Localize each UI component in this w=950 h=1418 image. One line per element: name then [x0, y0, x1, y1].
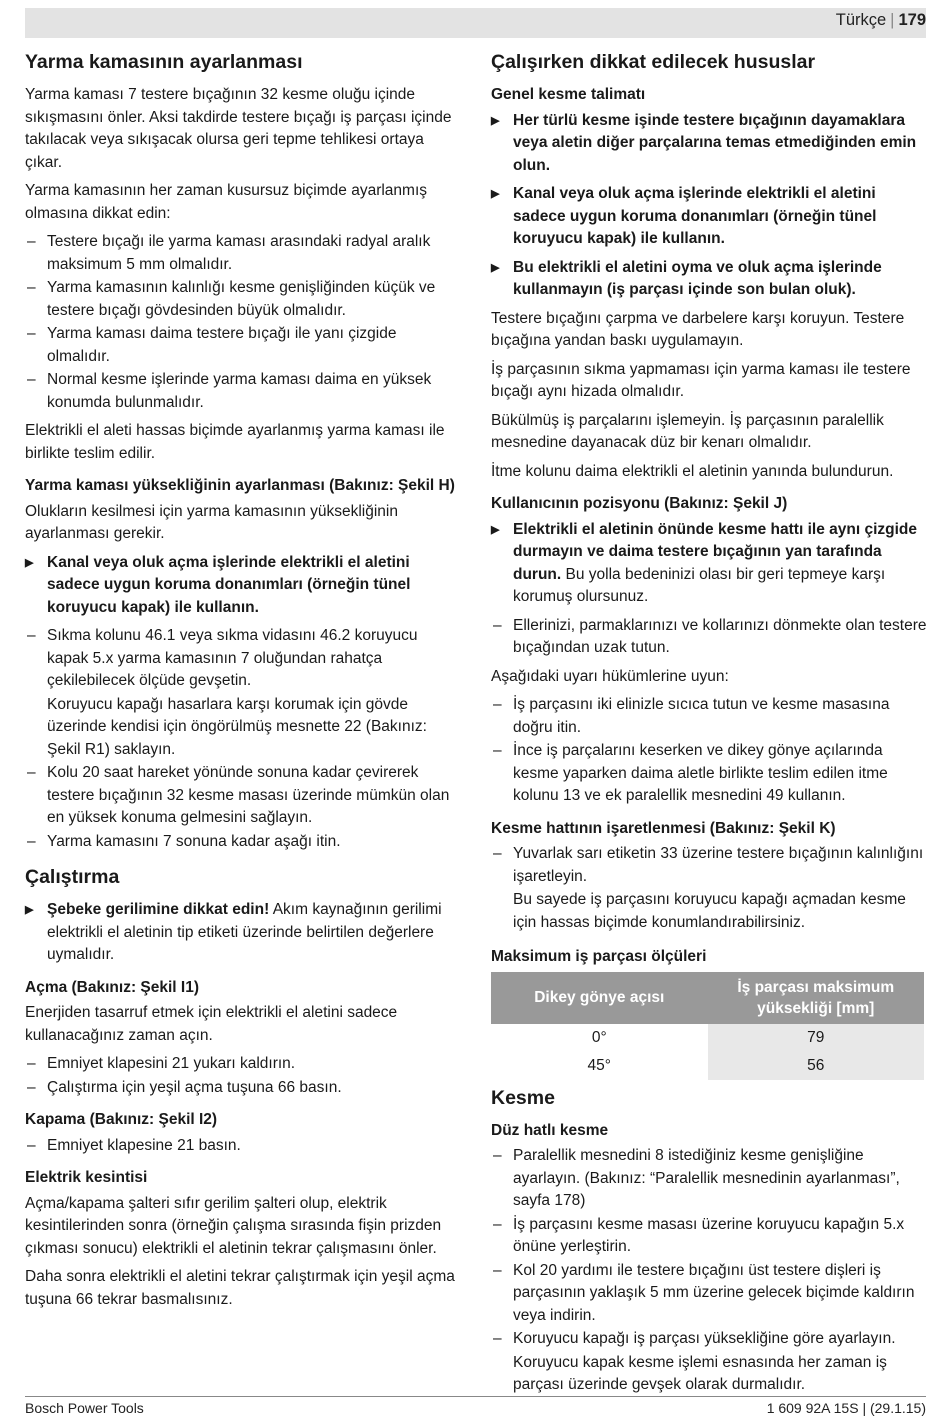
- heading-general-sawing: Genel kesme talimatı: [491, 86, 646, 103]
- paragraph: Elektrikli el aleti hassas biçimde ayarlanmış yarma kaması ile birlikte teslim edilir.: [25, 422, 445, 462]
- warning-text: Bu yolla bedeninizi olası bir geri tepmeye karşı korumuş olursunuz.: [513, 565, 886, 605]
- heading-operation: Çalıştırma: [25, 866, 120, 888]
- list-item: – Kol 20 yardımı ile testere bıçağını üst testere dişleri iş parçasının yaklaşık 5 mm üzerine gelecek biçimde kaldırın veya indirin.: [491, 1260, 928, 1328]
- list-continuation: Bu sayede iş parçasını koruyucu kapağı açmadan kesme için hassas biçimde konumlandırabilirsiniz.: [513, 891, 906, 931]
- list-item: – Yarma kaması daima testere bıçağı ile yanı çizgide olmalıdır.: [25, 323, 462, 368]
- table-header: İş parçası maksimum yüksekliği [mm]: [708, 972, 925, 1024]
- warning-item: ▶ Kanal veya oluk açma işlerinde elektrikli el aletini sadece uygun koruma donanımları (örneğin tünel koruyucu kapak) ile kullanın.: [25, 552, 462, 620]
- list-item: – İnce iş parçalarını keserken ve dikey gönye açılarında kesme yaparken daima aletle birlikte teslim edilen itme kolunu 13 ve ek paralellik mesnedini 49 kullanın.: [491, 740, 928, 808]
- heading-straight-cut: Düz hatlı kesme: [491, 1121, 609, 1139]
- page-header: Türkçe | 179: [835, 11, 926, 29]
- paragraph: Enerjiden tasarruf etmek için elektrikli el aletini sadece kullanacağınız zaman açın.: [25, 1004, 398, 1044]
- page-number: 179: [898, 11, 926, 29]
- list-item: – Testere bıçağı ile yarma kaması arasındaki radyal aralık maksimum 5 mm olmalıdır.: [25, 231, 462, 276]
- warning-item: ▶ Her türlü kesme işinde testere bıçağının dayamaklara veya aletin diğer parçalarına temas etmediğinden emin olun.: [491, 110, 928, 178]
- list-item: – Paralellik mesnedini 8 istediğiniz kesme genişliğine ayarlayın. (Bakınız: “Paralellik mesnedinin ayarlanması”, sayfa 178): [491, 1145, 928, 1213]
- footer-brand: Bosch Power Tools: [25, 1400, 144, 1416]
- list-item: – İş parçasını kesme masası üzerine koruyucu kapağın 5.x önüne yerleştirin.: [491, 1214, 928, 1259]
- heading-operator-position: Kullanıcının pozisyonu (Bakınız: Şekil J): [491, 495, 788, 512]
- list-item: – Yuvarlak sarı etiketin 33 üzerine testere bıçağının kalınlığını işaretleyin.: [491, 843, 928, 888]
- paragraph: Yarma kaması 7 testere bıçağının 32 kesme oluğu içinde sıkışmasını önler. Aksi takdirde testere bıçağı iş parçası içinde takılacak veya sıkışacak olursa geri tepme tehlikesi ortaya çıkar.: [25, 86, 452, 171]
- heading-cut-mark: Kesme hattının işaretlenmesi (Bakınız: Şekil K): [491, 819, 836, 837]
- list-item: – Yarma kamasını 7 sonuna kadar aşağı itin.: [25, 831, 462, 854]
- list-item: – Emniyet klapesini 21 yukarı kaldırın.: [25, 1053, 462, 1076]
- left-column: [25, 46, 462, 1317]
- heading-knife-height: Yarma kaması yüksekliğinin ayarlanması (Bakınız: Şekil H): [25, 477, 455, 494]
- warning-bold: Elektrikli el aletinin önünde kesme hattı ile aynı çizgide durmayın ve daima testere bıçağının yan tarafında durun.: [513, 520, 917, 583]
- list-item: – Yarma kamasının kalınlığı kesme genişliğinden küçük ve testere bıçağı gövdesinden büyük olmalıdır.: [25, 277, 462, 322]
- table-header-row: [491, 972, 924, 1024]
- heading-switch-off: Kapama (Bakınız: Şekil I2): [25, 1111, 218, 1128]
- heading-switch-on: Açma (Bakınız: Şekil I1): [25, 978, 200, 996]
- warning-bold: Şebeke gerilimine dikkat edin!: [47, 901, 270, 918]
- paragraph: İş parçasının sıkma yapmaması için yarma kaması ile testere bıçağı aynı hizada olmalıdır.: [491, 360, 911, 400]
- list-continuation: Koruyucu kapak kesme işlemi esnasında her zaman iş parçası üzerinde gevşek olarak durmalıdır.: [513, 1353, 887, 1393]
- warning-text: Akım kaynağının gerilimi elektrikli el aletinin tip etiketi üzerinde belirtilen değerlere uymalıdır.: [47, 901, 442, 963]
- warning-item: [25, 899, 462, 967]
- heading-max-dimensions: Maksimum iş parçası ölçüleri: [491, 948, 707, 965]
- table-cell: 45°: [587, 1056, 611, 1074]
- paragraph: Aşağıdaki uyarı hükümlerine uyun:: [491, 667, 729, 685]
- right-column: [491, 46, 928, 1398]
- paragraph: İtme kolunu daima elektrikli el aletinin yanında bulundurun.: [491, 462, 894, 480]
- list-item: – Sıkma kolunu 46.1 veya sıkma vidasını 46.2 koruyucu kapak 5.x yarma kamasının 7 oluğundan rahatça çekilebilecek ölçüde gevşetin.: [25, 625, 462, 693]
- heading-sawing: Kesme: [491, 1086, 555, 1109]
- table-cell: 56: [708, 1052, 925, 1080]
- table-cell: 79: [708, 1024, 925, 1052]
- table-cell: 0°: [591, 1028, 607, 1046]
- heading-riving-knife: Yarma kamasının ayarlanması: [25, 51, 303, 73]
- dimensions-table: [491, 972, 924, 1080]
- list-item: – Emniyet klapesine 21 basın.: [25, 1135, 462, 1158]
- warning-item: ▶ Kanal veya oluk açma işlerinde elektrikli el aletini sadece uygun koruma donanımları (örneğin tünel koruyucu kapak) ile kullanın.: [491, 183, 928, 251]
- footer-rule: [25, 1396, 926, 1397]
- list-item: – Kolu 20 saat hareket yönünde sonuna kadar çevirerek testere bıçağının 32 kesme masası üzerinde mümkün olan en yüksek konuma gelmesini sağlayın.: [25, 762, 462, 830]
- list-item: – İş parçasını iki elinizle sıcıca tutun ve kesme masasına doğru itin.: [491, 694, 928, 739]
- paragraph: Testere bıçağını çarpma ve darbelere karşı koruyun. Testere bıçağına yandan baskı uygulamayın.: [491, 309, 905, 349]
- paragraph: Olukların kesilmesi için yarma kamasının yüksekliğinin ayarlanması gerekir.: [25, 502, 398, 542]
- warning-item: [491, 519, 928, 609]
- list-item: – Koruyucu kapağı iş parçası yüksekliğine göre ayarlayın.: [491, 1328, 928, 1351]
- header-bar: [25, 8, 926, 38]
- list-item: – Ellerinizi, parmaklarınızı ve kollarınızı dönmekte olan testere bıçağından uzak tutun.: [491, 615, 928, 660]
- paragraph: Daha sonra elektrikli el aletini tekrar çalıştırmak için yeşil açma tuşuna 66 tekrar basmalısınız.: [25, 1268, 455, 1308]
- paragraph: Yarma kamasının her zaman kusursuz biçimde ayarlanmış olmasına dikkat edin:: [25, 182, 428, 222]
- table-header: Dikey gönye açısı: [491, 972, 708, 1024]
- list-item: – Normal kesme işlerinde yarma kaması daima en yüksek konumda bulunmalıdır.: [25, 369, 462, 414]
- heading-power-failure: Elektrik kesintisi: [25, 1169, 148, 1186]
- paragraph: Açma/kapama şalteri sıfır gerilim şalteri olup, elektrik kesintilerinden sonra (örneğin çalışma sırasında fişin prizden çıkması sonucu) elektrikli el aletinin tekrar çalışmasını önler.: [25, 1194, 442, 1257]
- table-row: [491, 1024, 924, 1052]
- list-item: – Çalıştırma için yeşil açma tuşuna 66 basın.: [25, 1077, 462, 1100]
- heading-working-advice: Çalışırken dikkat edilecek hususlar: [491, 51, 816, 73]
- header-language: Türkçe: [835, 11, 887, 29]
- table-row: [491, 1052, 924, 1080]
- paragraph: Bükülmüş iş parçalarını işlemeyin. İş parçasının paralellik mesnedine dayanacak düz bir kenarı olmalıdır.: [491, 411, 884, 451]
- footer-document-number: 1 609 92A 15S | (29.1.15): [766, 1400, 926, 1416]
- list-continuation: Koruyucu kapağı hasarlara karşı korumak için gövde üzerinde kendisi için öngörülmüş mesnette 22 (Bakınız: Şekil R1) saklayın.: [47, 695, 427, 758]
- warning-item: ▶ Bu elektrikli el aletini oyma ve oluk açma işlerinde kullanmayın (iş parçası içinde son bulan oluk).: [491, 257, 928, 302]
